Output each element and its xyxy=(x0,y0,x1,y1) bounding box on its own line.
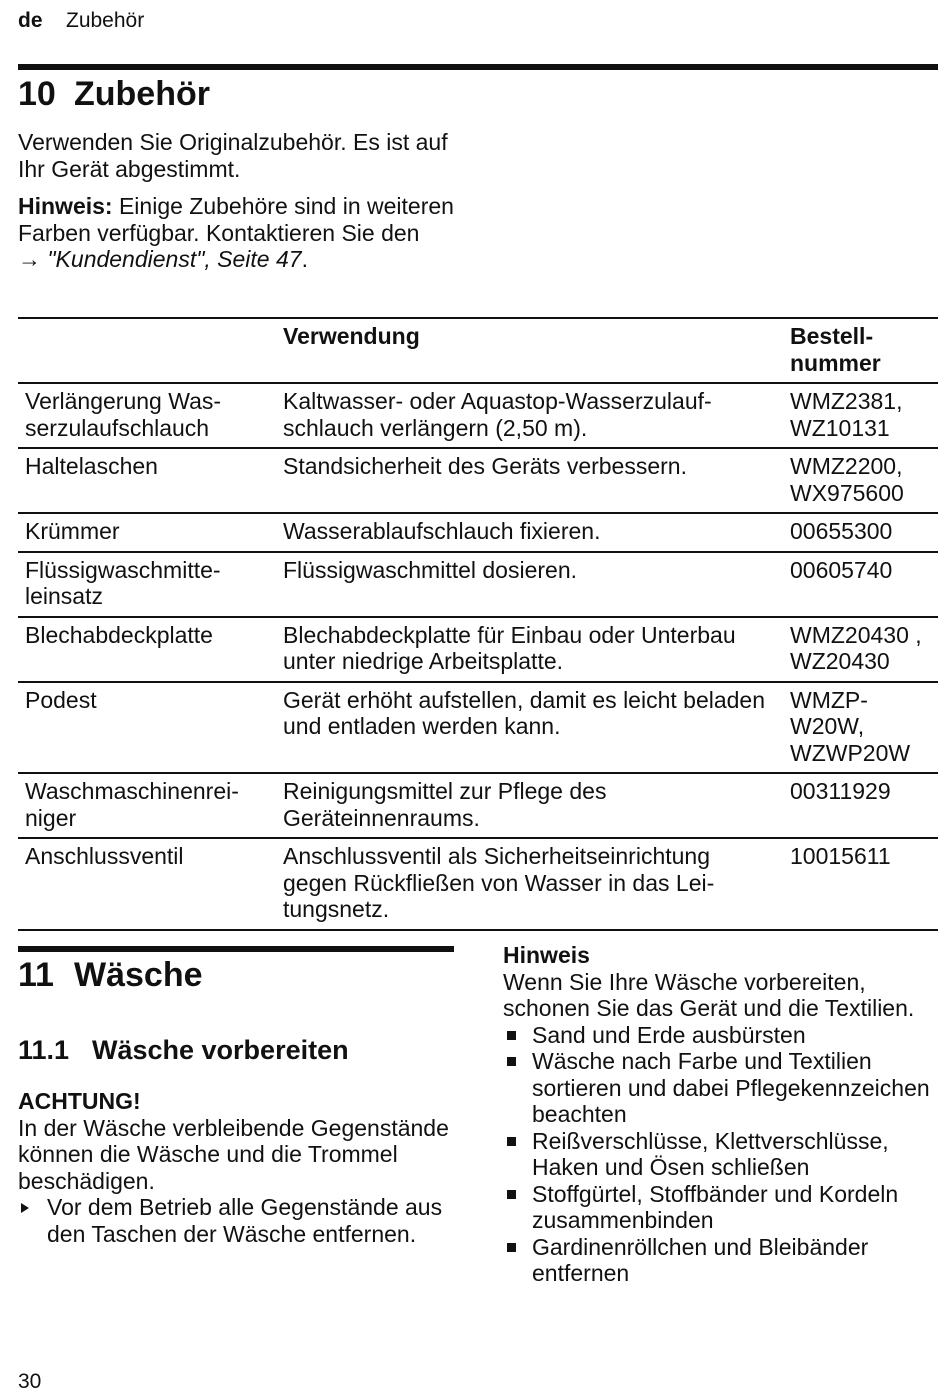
accessory-order-number: WMZ20430 , WZ20430 xyxy=(783,617,938,682)
chapter-10-title: Zubehör xyxy=(74,75,210,113)
chapter-10-heading xyxy=(18,74,210,114)
accessory-use: Kaltwasser- oder Aquastop-Wasserzulaufschlauch verlängern (2,50 m). xyxy=(276,383,783,448)
bullet-square-icon xyxy=(507,1137,516,1146)
section-11-1-heading xyxy=(18,1034,349,1066)
list-item xyxy=(503,1181,935,1234)
chapter-10-rule xyxy=(18,64,938,70)
accessory-name: Podest xyxy=(18,682,276,774)
chapter-11-number: 11 xyxy=(18,956,54,994)
list-item-text: Reißverschlüsse, Klettverschlüsse, Haken und Ösen schließen xyxy=(532,1127,889,1180)
action-step xyxy=(18,1194,454,1247)
bullet-square-icon xyxy=(507,1057,516,1066)
accessory-name: Waschmaschinenreiniger xyxy=(18,773,276,838)
customer-service-link[interactable]: "Kundendienst", Seite 47 xyxy=(47,246,302,272)
section-11-1-number: 11.1 xyxy=(18,1035,70,1065)
list-item xyxy=(503,1128,935,1181)
accessory-name: Haltelaschen xyxy=(18,448,276,513)
accessory-use: Anschlussventil als Sicherheitseinrichtung gegen Rückfließen von Wasser in das Leitungsnetz. xyxy=(283,843,715,922)
chapter-10-number: 10 xyxy=(18,75,56,113)
table-row xyxy=(18,682,938,774)
table-header-cell xyxy=(18,318,276,383)
accessory-name: Flüssigwaschmitteleinsatz xyxy=(18,552,276,617)
list-item-text: Wäsche nach Farbe und Textilien sortieren und dabei Pflegekennzeichen beachten xyxy=(532,1048,930,1127)
triangle-right-icon xyxy=(21,1203,29,1213)
bullet-square-icon xyxy=(507,1243,516,1252)
chapter-10-intro: Verwenden Sie Originalzubehör. Es ist auf Ihr Gerät abgestimmt. xyxy=(18,129,448,182)
table-row xyxy=(18,552,938,617)
header-language: de xyxy=(18,9,43,32)
warning-text: In der Wäsche verbleibende Gegenstände können die Wäsche und die Trommel beschädigen. xyxy=(18,1114,449,1194)
page-number: 30 xyxy=(18,1370,42,1393)
bullet-square-icon xyxy=(507,1190,516,1199)
chapter-11-rule xyxy=(18,946,454,952)
accessory-name: Krümmer xyxy=(18,513,276,552)
accessory-order-number: WMZPW20W, WZWP20W xyxy=(783,682,938,774)
accessory-order-number: WMZ2381, WZ10131 xyxy=(783,383,938,448)
list-item xyxy=(503,1022,935,1049)
chapter-11-title: Wäsche xyxy=(74,956,203,994)
accessory-use: Gerät erhöht aufstellen, damit es leicht beladen und entladen werden kann. xyxy=(276,682,783,774)
list-item-text: Gardinenröllchen und Bleibänder entfernen xyxy=(532,1233,869,1286)
table-row xyxy=(18,513,938,552)
warning-block xyxy=(18,1088,454,1247)
accessory-order-number: 10015611 xyxy=(790,843,891,869)
accessory-use: Reinigungsmittel zur Pflege des Geräteinnenraums. xyxy=(276,773,783,838)
hint-bullet-list xyxy=(503,1022,935,1287)
action-step-text: Vor dem Betrieb alle Gegenstände aus den Taschen der Wäsche entfernen. xyxy=(47,1194,443,1247)
table-header-cell: Bestellnummer xyxy=(783,318,938,383)
accessory-use: Wasserablaufschlauch fixieren. xyxy=(276,513,783,552)
table-row xyxy=(18,617,938,682)
list-item-text: Sand und Erde ausbürsten xyxy=(532,1021,806,1048)
accessory-use: Standsicherheit des Geräts verbessern. xyxy=(276,448,783,513)
header-section-title: Zubehör xyxy=(66,9,145,32)
warning-label: ACHTUNG! xyxy=(18,1088,141,1114)
list-item-text: Stoffgürtel, Stoffbänder und Kordeln zusammenbinden xyxy=(532,1180,899,1233)
accessory-order-number: 00655300 xyxy=(783,513,938,552)
note-text: Einige Zubehöre sind in weiteren Farben verfügbar. Kontaktieren Sie den xyxy=(18,193,454,246)
arrow-right-icon: → xyxy=(18,246,41,272)
bullet-square-icon xyxy=(507,1031,516,1040)
table-row xyxy=(18,383,938,448)
accessory-use: Blechabdeckplatte für Einbau oder Unterbau unter niedrige Arbeitsplatte. xyxy=(276,617,783,682)
section-11-1-title: Wäsche vorbereiten xyxy=(92,1035,349,1065)
chapter-10-intro-block xyxy=(18,129,458,284)
accessory-name: Verlängerung Wasserzulaufschlauch xyxy=(18,383,276,448)
table-row xyxy=(18,448,938,513)
note-label: Hinweis: xyxy=(18,193,113,219)
table-row xyxy=(18,773,938,838)
table-header-cell: Verwendung xyxy=(276,318,783,383)
accessory-order-number: WMZ2200, WX975600 xyxy=(783,448,938,513)
list-item xyxy=(503,1234,935,1287)
accessory-name: Blechabdeckplatte xyxy=(18,617,276,682)
hint-label: Hinweis xyxy=(503,942,590,968)
accessory-order-number: 00605740 xyxy=(783,552,938,617)
chapter-10-note: Hinweis: Einige Zubehöre sind in weiteren Farben verfügbar. Kontaktieren Sie den → "Kundendienst", Seite 47. xyxy=(18,193,454,272)
accessory-order-number: 00311929 xyxy=(783,773,938,838)
table-header-row xyxy=(18,318,938,383)
accessory-use: Flüssigwaschmittel dosieren. xyxy=(276,552,783,617)
table-row xyxy=(18,838,938,930)
accessories-table xyxy=(18,317,938,931)
chapter-11-heading xyxy=(18,955,203,995)
accessory-name: Anschlussventil xyxy=(25,843,184,869)
hint-text: Wenn Sie Ihre Wäsche vorbereiten, schonen Sie das Gerät und die Textilien. xyxy=(503,968,915,1021)
list-item xyxy=(503,1048,935,1128)
hint-block xyxy=(503,942,935,1287)
